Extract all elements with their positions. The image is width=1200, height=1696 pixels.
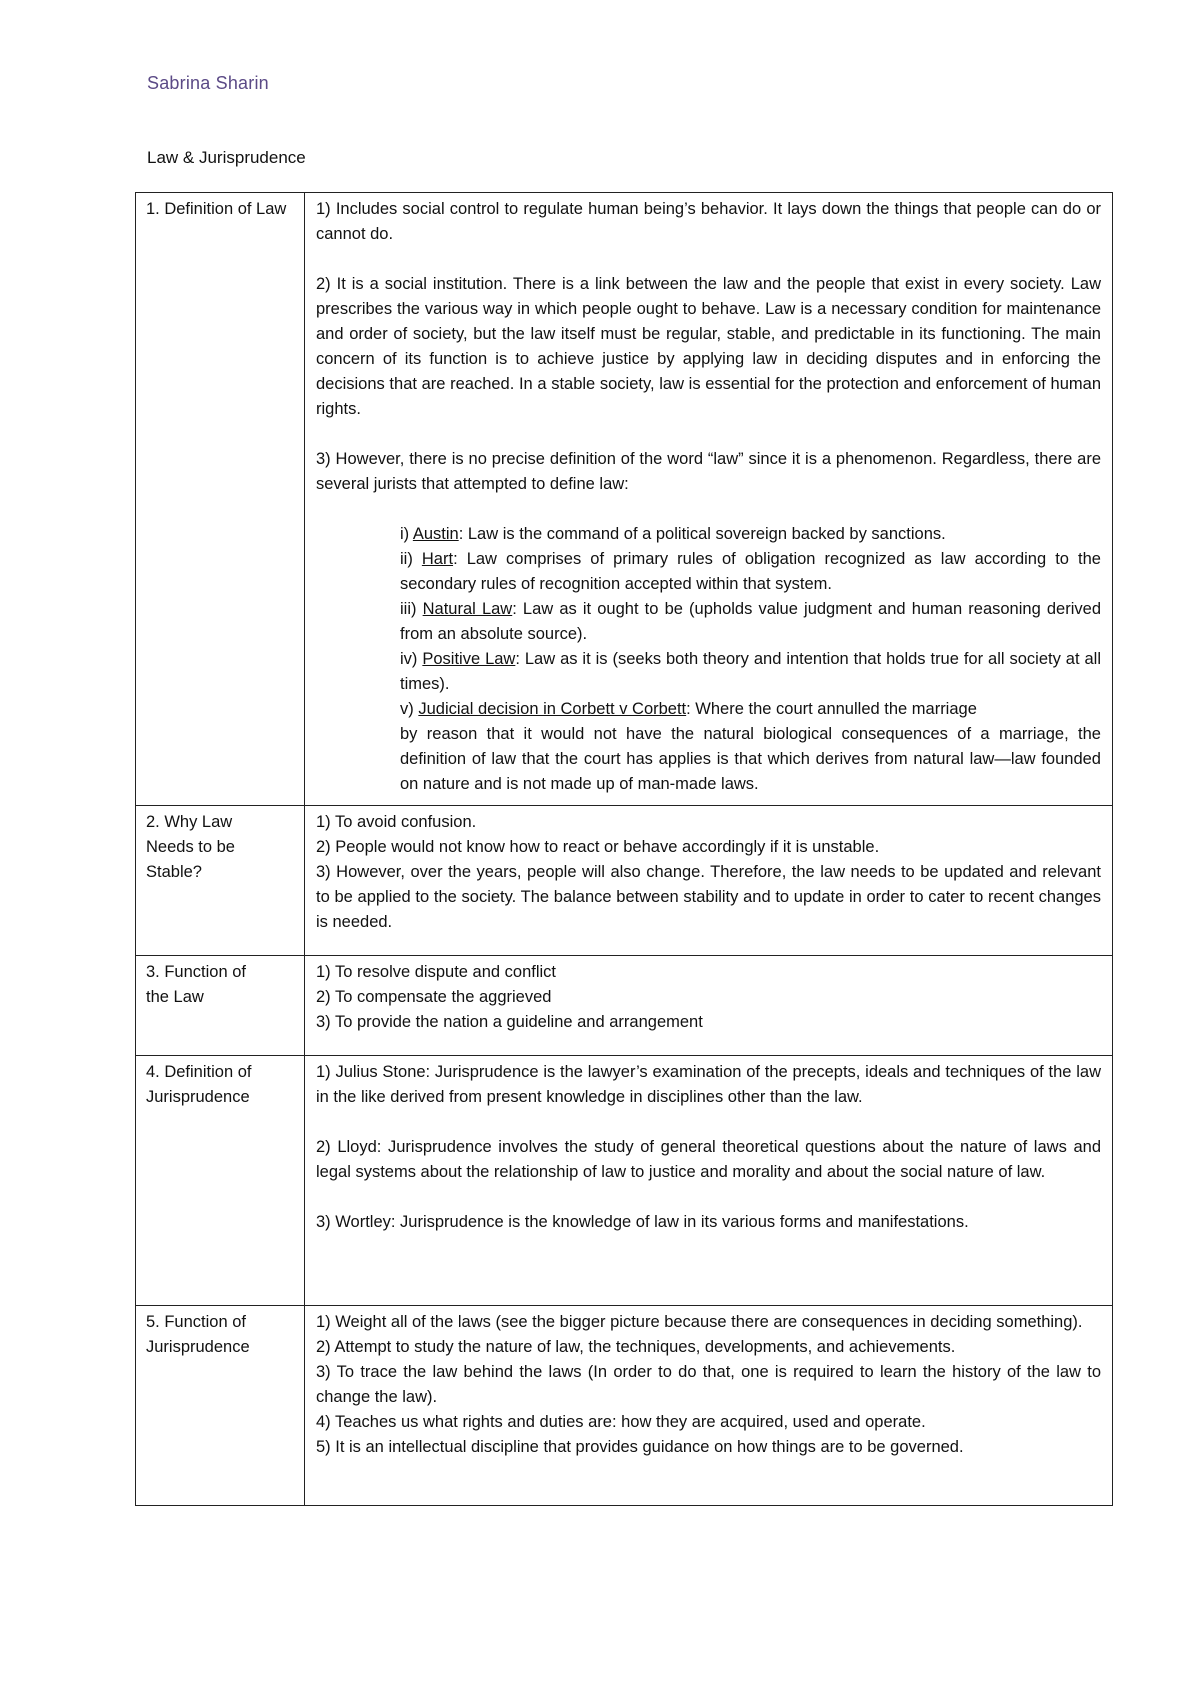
list-item: 1) To resolve dispute and conflict: [316, 963, 556, 981]
list-item: 3) To provide the nation a guideline and arrangement: [316, 1013, 703, 1031]
list-item: 5) It is an intellectual discipline that provides guidance on how things are to be governed.: [316, 1438, 964, 1456]
definition-item: [400, 522, 1101, 547]
jurist-name: Positive Law: [422, 650, 516, 668]
definition-item: [400, 647, 1101, 697]
definition-number: v): [400, 700, 419, 718]
definition-text: : Law is the command of a political sovereign backed by sanctions.: [458, 525, 946, 543]
jurist-name: Hart: [421, 550, 454, 568]
row-content-cell: [305, 1306, 1113, 1506]
paragraph: 1) Julius Stone: Jurisprudence is the lawyer’s examination of the precepts, ideals and techniques of the law in the like derived from present knowledge in disciplines other than the law.: [316, 1063, 1101, 1106]
paragraph: 1) Includes social control to regulate human being’s behavior. It lays down the things that people can do or cannot do.: [316, 200, 1101, 243]
row-label: 3. Function of the Law: [146, 963, 246, 1006]
row-label: 4. Definition of Jurisprudence: [146, 1063, 252, 1106]
list-item: 2) Attempt to study the nature of law, the techniques, developments, and achievements.: [316, 1338, 956, 1356]
list-item: 2) People would not know how to react or behave accordingly if it is unstable.: [316, 838, 880, 856]
case-name: Judicial decision in Corbett v Corbett: [418, 700, 687, 718]
row-label-cell: [136, 806, 305, 956]
table-row: [136, 1306, 1113, 1506]
row-label-cell: [136, 956, 305, 1056]
row-content-cell: [305, 956, 1113, 1056]
paragraph: 2) Lloyd: Jurisprudence involves the study of general theoretical questions about the nature of laws and legal systems about the relationship of law to justice and morality and about the social nature of law.: [316, 1138, 1101, 1181]
table-row: [136, 193, 1113, 806]
definition-continuation: by reason that it would not have the natural biological consequences of a marriage, the definition of law that the court has applies is that which derives from natural law—law founded on nature and is not made up of man-made laws.: [400, 725, 1101, 793]
table-row: [136, 956, 1113, 1056]
definition-item: [400, 597, 1101, 647]
row-label: 1. Definition of Law: [146, 200, 287, 218]
row-content-cell: [305, 1056, 1113, 1306]
document-subject: Law & Jurisprudence: [147, 148, 306, 167]
notes-table: [135, 192, 1113, 1506]
list-item: 3) To trace the law behind the laws (In order to do that, one is required to learn the history of the law to change the law).: [316, 1363, 1101, 1406]
definition-number: i): [400, 525, 413, 543]
definition-text: : Law as it is (seeks both theory and intention that holds true for all society at all times).: [400, 650, 1101, 693]
paragraph: 3) However, there is no precise definition of the word “law” since it is a phenomenon. Regardless, there are several jurists that attempted to define law:: [316, 450, 1101, 493]
definition-number: iii): [400, 600, 423, 618]
definition-number: ii): [400, 550, 422, 568]
definition-item: [400, 697, 1101, 722]
jurist-name: Natural Law: [422, 600, 513, 618]
definition-text: : Where the court annulled the marriage: [686, 700, 977, 718]
row-label-cell: [136, 1056, 305, 1306]
list-item: 3) However, over the years, people will also change. Therefore, the law needs to be updated and relevant to be applied to the society. The balance between stability and to update in order to cater to recent changes is needed.: [316, 863, 1101, 931]
definition-text: : Law comprises of primary rules of obligation recognized as law according to the secondary rules of recognition accepted within that system.: [400, 550, 1101, 593]
paragraph: 3) Wortley: Jurisprudence is the knowledge of law in its various forms and manifestations.: [316, 1213, 969, 1231]
paragraph: 2) It is a social institution. There is a link between the law and the people that exist in every society. Law prescribes the various way in which people ought to behave. Law is a necessary condition for maintenance and order of society, but the law itself must be regular, stable, and predictable in its functioning. The main concern of its function is to achieve justice by applying law in deciding disputes and in enforcing the decisions that are reached. In a stable society, law is essential for the protection and enforcement of human rights.: [316, 275, 1101, 418]
row-label: 5. Function of Jurisprudence: [146, 1313, 250, 1356]
row-content-cell: [305, 806, 1113, 956]
table-row: [136, 1056, 1113, 1306]
author-name: Sabrina Sharin: [147, 73, 269, 93]
list-item: 4) Teaches us what rights and duties are: how they are acquired, used and operate.: [316, 1413, 926, 1431]
definition-text: : Law as it ought to be (upholds value judgment and human reasoning derived from an absolute source).: [400, 600, 1101, 643]
row-label-cell: [136, 193, 305, 806]
row-label-cell: [136, 1306, 305, 1506]
definition-number: iv): [400, 650, 423, 668]
jurist-name: Austin: [412, 525, 459, 543]
list-item: 1) To avoid confusion.: [316, 813, 477, 831]
list-item: 1) Weight all of the laws (see the bigger picture because there are consequences in deciding something).: [316, 1313, 1083, 1331]
table-row: [136, 806, 1113, 956]
definition-item: [400, 547, 1101, 597]
row-content-cell: [305, 193, 1113, 806]
row-label: 2. Why Law Needs to be Stable?: [146, 813, 235, 881]
list-item: 2) To compensate the aggrieved: [316, 988, 552, 1006]
